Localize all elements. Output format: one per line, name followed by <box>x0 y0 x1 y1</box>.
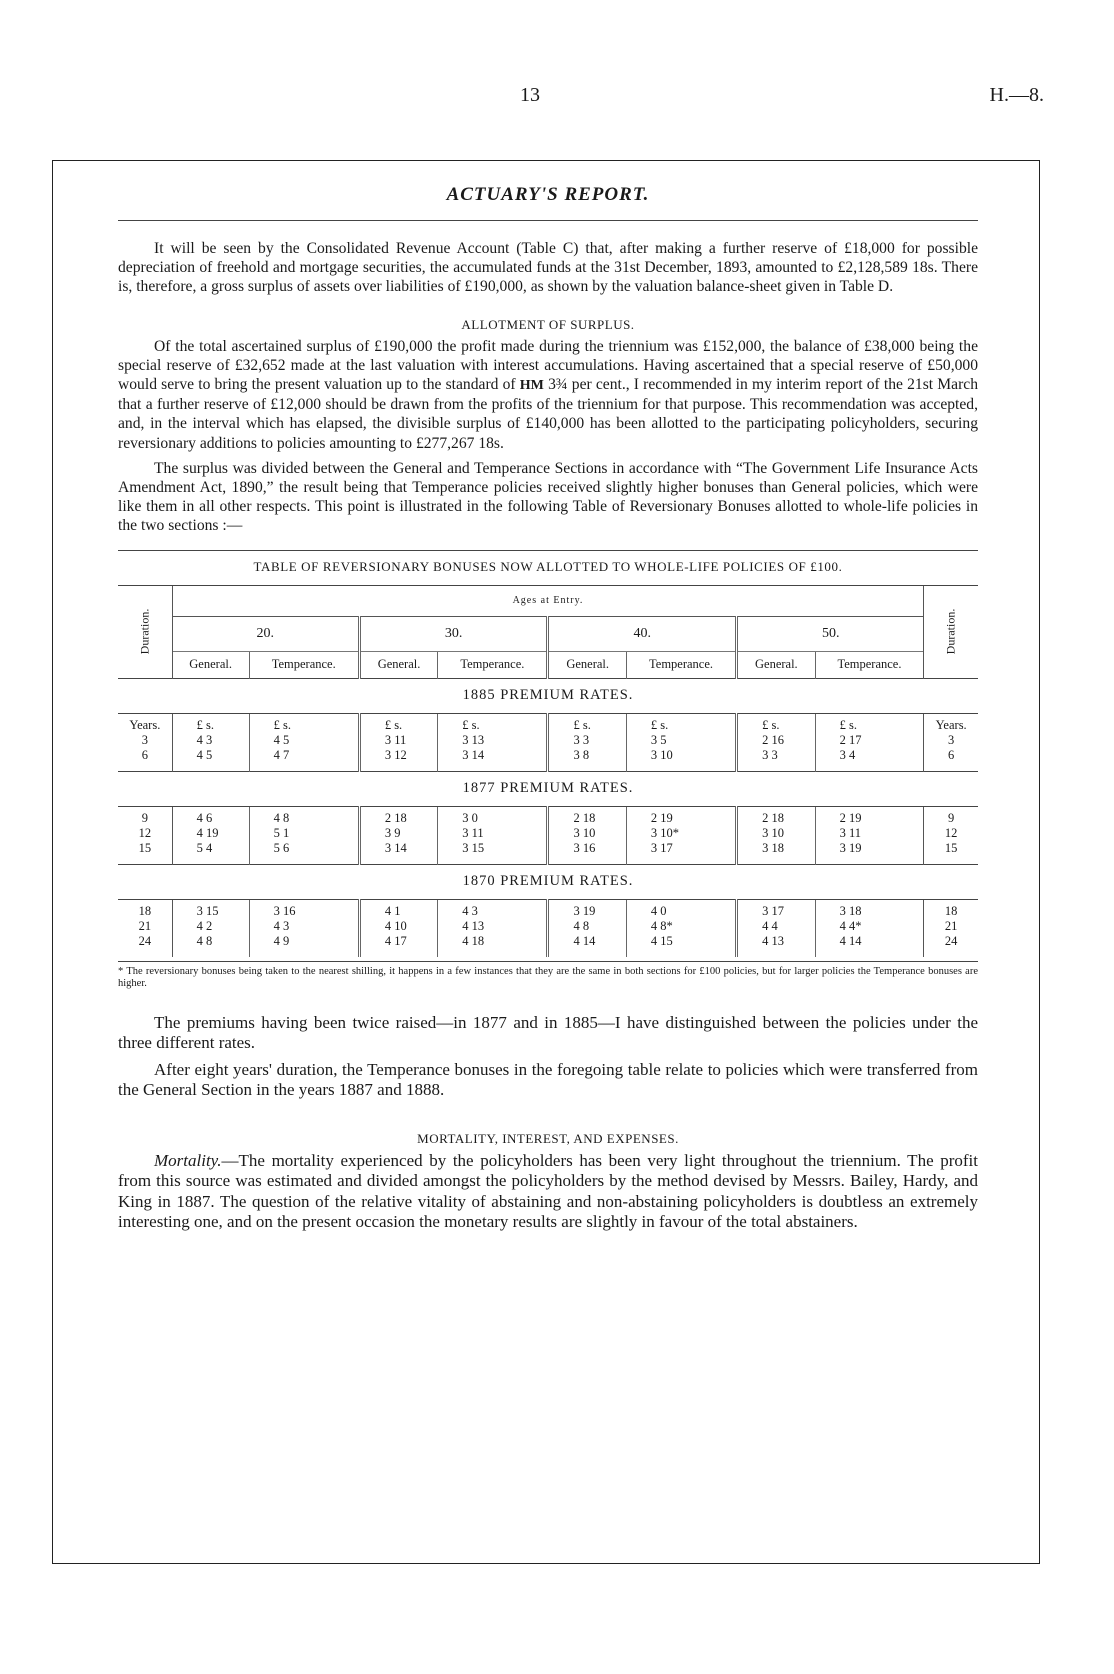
bonus-value: 3 8 <box>573 747 590 762</box>
duration-value: 12 <box>944 825 958 840</box>
bonus-table <box>118 550 978 957</box>
bonus-column <box>737 899 815 957</box>
bonus-value: 5 4 <box>196 840 213 855</box>
duration-label-right: Duration. <box>943 608 958 655</box>
bonus-value: 3 3 <box>573 732 590 747</box>
years-label: Years. <box>129 717 161 732</box>
bonus-value: 4 14 <box>573 933 596 948</box>
table-footnote: * The reversionary bonuses being taken to the nearest shilling, it happens in a few instances that they are the same in both sections for £100 policies, but for larger policies the Temperance bonuses are higher. <box>118 961 978 991</box>
duration-value: 12 <box>138 825 152 840</box>
bonus-value: 4 3 <box>273 918 290 933</box>
bonus-value: 2 17 <box>839 732 862 747</box>
mortality-section <box>118 1151 978 1233</box>
units-label: £ s. <box>462 717 480 732</box>
bonus-value: 3 11 <box>839 825 861 840</box>
mortality-paragraph <box>118 1151 978 1233</box>
bonus-value: 3 15 <box>196 903 219 918</box>
mortality-lead: Mortality. <box>154 1150 222 1170</box>
bonus-column <box>359 806 437 864</box>
allotment-paragraph-1 <box>118 337 978 453</box>
col-general-40: General. <box>548 651 626 678</box>
bonus-value: 3 10 <box>573 825 596 840</box>
bonus-value: 2 18 <box>384 810 407 825</box>
bonus-column <box>626 806 736 864</box>
bonus-value: 3 10 <box>762 825 784 840</box>
bonus-value: 3 18 <box>839 903 862 918</box>
duration-values-right <box>924 899 978 957</box>
duration-value: 15 <box>138 840 152 855</box>
units-label: £ s. <box>839 717 857 732</box>
allotment-p1-part-b: 3¾ per cent., I recommended in my interim report of the 21st March that a further reserve of £12,000 should be drawn from the profits of the triennium for that purpose. This recommendation was accepted, and, in the interval which has elapsed, the divisible surplus of £140,000 has been allotted to the participating policyholders, securing reversionary additions to policies amounting to £277,267 18s. <box>118 376 978 452</box>
col-temperance-20: Temperance. <box>249 651 359 678</box>
bonus-value: 3 13 <box>462 732 485 747</box>
intro-paragraph: It will be seen by the Consolidated Revenue Account (Table C) that, after making a further reserve of £18,000 for possible depreciation of freehold and mortgage securities, the accumulated funds at the 31st December, 1893, amounted to £2,128,589 18s. There is, therefore, a gross surplus of assets over liabilities of £190,000, as shown by the valuation balance-sheet given in Table D. <box>118 240 978 296</box>
bonus-column <box>815 713 924 771</box>
premium-rate-section-heading: 1877 PREMIUM RATES. <box>118 771 978 806</box>
bonus-value: 4 0 <box>650 903 667 918</box>
bonus-column <box>815 806 924 864</box>
col-temperance-40: Temperance. <box>626 651 736 678</box>
ages-at-entry-header: Ages at Entry. <box>172 585 924 616</box>
bonus-value: 3 0 <box>462 810 478 825</box>
premium-rate-section-heading: 1885 PREMIUM RATES. <box>118 678 978 713</box>
duration-values-left <box>118 713 172 771</box>
bonus-value: 4 18 <box>462 933 485 948</box>
duration-values-left <box>118 899 172 957</box>
bonus-column <box>438 713 548 771</box>
age-50-header: 50. <box>737 616 924 651</box>
bonus-value: 4 13 <box>462 918 485 933</box>
bonus-value: 3 19 <box>573 903 596 918</box>
bonus-value: 3 3 <box>762 747 778 762</box>
bonus-value: 4 6 <box>196 810 213 825</box>
after-table-text <box>118 1013 978 1101</box>
bonus-value: 4 2 <box>196 918 213 933</box>
bonus-column <box>438 806 548 864</box>
years-label: Years. <box>935 717 967 732</box>
bonus-value: 3 11 <box>384 732 407 747</box>
allotment-heading: ALLOTMENT OF SURPLUS. <box>461 316 635 332</box>
bonus-value: 3 14 <box>462 747 485 762</box>
age-40-header: 40. <box>548 616 737 651</box>
bonus-value: 4 8* <box>650 918 673 933</box>
bonus-column <box>172 713 249 771</box>
bonus-value: 4 13 <box>762 933 784 948</box>
bonus-column <box>438 899 548 957</box>
units-label: £ s. <box>273 717 291 732</box>
units-label: £ s. <box>196 717 215 732</box>
bonus-value: 2 19 <box>650 810 673 825</box>
bonus-value: 4 3 <box>196 732 213 747</box>
duration-value: 24 <box>944 933 958 948</box>
document-reference: H.—8. <box>989 84 1044 106</box>
bonus-value: 4 9 <box>273 933 290 948</box>
bonus-value: 4 10 <box>384 918 407 933</box>
duration-header-left <box>118 585 172 678</box>
duration-header-right <box>924 585 978 678</box>
bonus-column <box>626 899 736 957</box>
units-label: £ s. <box>762 717 780 732</box>
bonus-value: 2 18 <box>762 810 784 825</box>
bonus-column <box>359 713 437 771</box>
bonus-value: 3 14 <box>384 840 407 855</box>
mortality-text: —The mortality experienced by the policyholders has been very light throughout the triennium. The profit from this source was estimated and divided amongst the policyholders by the method devised by Messrs. Bailey, Hardy, and King in 1887. The question of the relative vitality of abstaining and non-abstaining policyholders is doubtless an extremely interesting one, and on the present occasion the monetary results are slightly in favour of the total abstainers. <box>118 1150 978 1232</box>
table-caption: TABLE OF REVERSIONARY BONUSES NOW ALLOTTED TO WHOLE-LIFE POLICIES OF £100. <box>118 550 978 585</box>
bonus-value: 4 1 <box>384 903 401 918</box>
bonus-value: 3 18 <box>762 840 784 855</box>
duration-value: 21 <box>138 918 152 933</box>
bonus-value: 3 19 <box>839 840 862 855</box>
bonus-value: 5 6 <box>273 840 290 855</box>
col-temperance-30: Temperance. <box>438 651 548 678</box>
duration-value: 21 <box>944 918 958 933</box>
bonus-column <box>548 806 626 864</box>
bonus-value: 4 8 <box>573 918 590 933</box>
report-title: ACTUARY'S REPORT. <box>446 184 650 205</box>
bonus-value: 4 15 <box>650 933 673 948</box>
duration-value: 24 <box>138 933 152 948</box>
duration-values-right <box>924 713 978 771</box>
bonus-value: 3 10* <box>650 825 680 840</box>
table-row <box>118 713 978 771</box>
bonus-value: 5 1 <box>273 825 290 840</box>
bonus-value: 3 12 <box>384 747 407 762</box>
bonus-value: 4 7 <box>273 747 290 762</box>
age-20-header: 20. <box>172 616 359 651</box>
bonus-value: 4 3 <box>462 903 478 918</box>
bonus-value: 4 4 <box>762 918 778 933</box>
bonus-value: 4 4* <box>839 918 862 933</box>
bonus-value: 2 16 <box>762 732 784 747</box>
table-row <box>118 806 978 864</box>
duration-value: 3 <box>948 732 955 747</box>
bonus-value: 4 19 <box>196 825 219 840</box>
bonus-value: 4 17 <box>384 933 407 948</box>
bonus-column <box>548 713 626 771</box>
bonus-column <box>249 899 359 957</box>
bonus-column <box>172 806 249 864</box>
bonus-value: 3 17 <box>762 903 784 918</box>
bonus-value: 2 18 <box>573 810 596 825</box>
bonus-value: 3 16 <box>573 840 596 855</box>
premium-rate-section-heading: 1870 PREMIUM RATES. <box>118 864 978 899</box>
bonus-value: 4 8 <box>196 933 213 948</box>
table-row <box>118 899 978 957</box>
bonus-column <box>626 713 736 771</box>
duration-values-right <box>924 806 978 864</box>
report-body <box>118 184 978 1233</box>
col-temperance-50: Temperance. <box>815 651 924 678</box>
duration-label-left: Duration. <box>137 608 152 655</box>
after-table-paragraph-2: After eight years' duration, the Temperance bonuses in the foregoing table relate to policies which were transferred from the General Section in the years 1887 and 1888. <box>118 1059 978 1100</box>
bonus-column <box>737 806 815 864</box>
bonus-column <box>249 713 359 771</box>
bonus-column <box>249 806 359 864</box>
page-number: 13 <box>520 84 540 106</box>
hm-table-mark: HM <box>519 378 544 394</box>
bonus-column <box>548 899 626 957</box>
bonus-value: 3 11 <box>462 825 484 840</box>
allotment-paragraph-2: The surplus was divided between the General and Temperance Sections in accordance with “The Government Life Insurance Acts Amendment Act, 1890,” the result being that Temperance policies received slightly higher bonuses than General policies, which were like them in all other respects. This point is illustrated in the following Table of Reversionary Bonuses allotted to whole-life policies in the two sections :— <box>118 459 978 535</box>
col-general-20: General. <box>189 657 232 672</box>
bonus-value: 3 9 <box>384 825 401 840</box>
duration-value: 6 <box>141 747 148 762</box>
title-rule <box>118 220 978 221</box>
bonus-value: 4 5 <box>196 747 213 762</box>
bonus-value: 4 5 <box>273 732 290 747</box>
after-table-paragraph-1: The premiums having been twice raised—in 1877 and in 1885—I have distinguished between the policies under the three different rates. <box>118 1012 978 1053</box>
duration-value: 18 <box>138 903 152 918</box>
units-label: £ s. <box>650 717 669 732</box>
mortality-heading: MORTALITY, INTEREST, AND EXPENSES. <box>417 1130 679 1146</box>
duration-value: 6 <box>948 747 955 762</box>
duration-values-left <box>118 806 172 864</box>
bonus-value: 3 15 <box>462 840 485 855</box>
bonus-value: 3 17 <box>650 840 673 855</box>
bonus-value: 2 19 <box>839 810 862 825</box>
allotment-p1-part-a: Of the total ascertained surplus of £190,000 the profit made during the triennium was £152,000, the balance of £38,000 being the special reserve of £32,652 made at the last valuation with interest accumulations. Having ascertained that a special reserve of £50,000 would serve to bring the present valuation up to the standard of <box>118 337 978 394</box>
col-general-50: General. <box>737 651 815 678</box>
bonus-column <box>359 899 437 957</box>
units-label: £ s. <box>384 717 403 732</box>
bonus-value: 4 14 <box>839 933 862 948</box>
duration-value: 9 <box>948 810 955 825</box>
bonus-value: 3 4 <box>839 747 856 762</box>
bonus-value: 4 8 <box>273 810 290 825</box>
bonus-value: 3 5 <box>650 732 667 747</box>
col-general-30: General. <box>359 651 437 678</box>
duration-value: 18 <box>944 903 958 918</box>
bonus-value: 3 10 <box>650 747 673 762</box>
duration-value: 15 <box>944 840 958 855</box>
duration-value: 3 <box>141 732 148 747</box>
bonus-value: 3 16 <box>273 903 296 918</box>
bonus-column <box>815 899 924 957</box>
bonus-column <box>737 713 815 771</box>
duration-value: 9 <box>141 810 148 825</box>
units-label: £ s. <box>573 717 591 732</box>
bonus-column <box>172 899 249 957</box>
age-30-header: 30. <box>359 616 548 651</box>
